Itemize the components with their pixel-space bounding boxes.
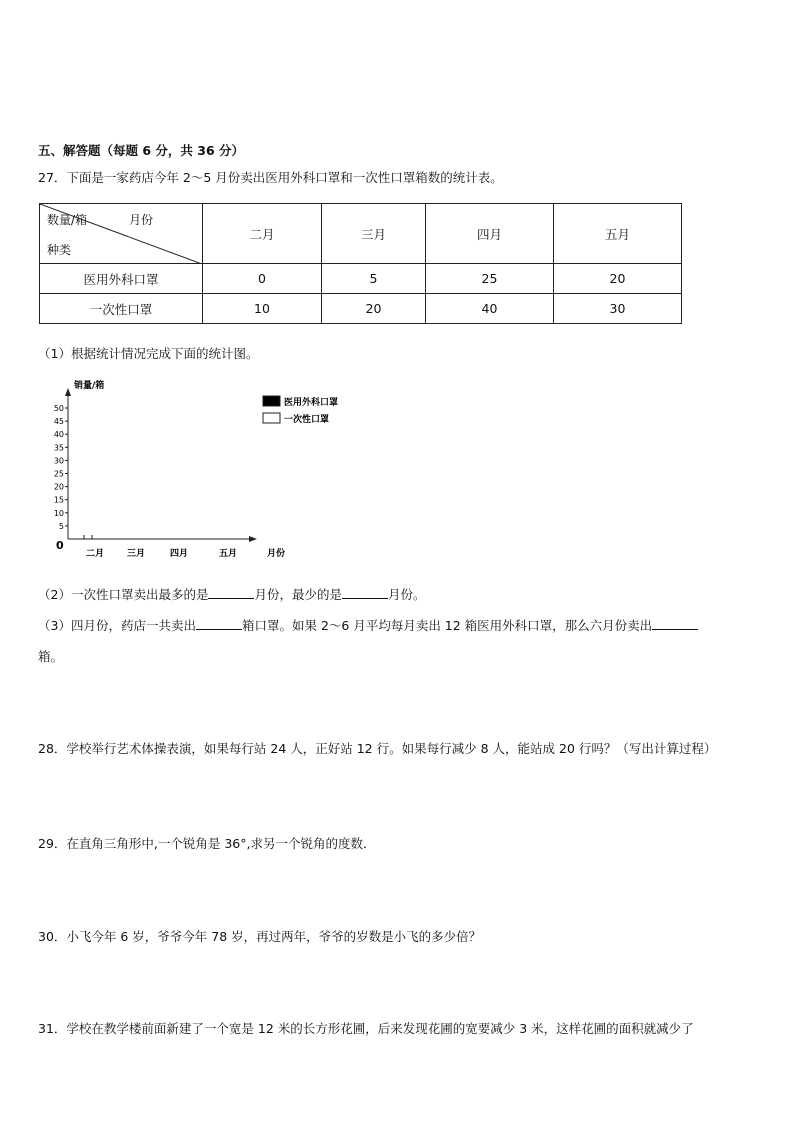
question-31-text: 31．学校在教学楼前面新建了一个宽是 12 米的长方形花圃，后来发现花圃的宽要减少 3 米，这样花圃的面积就减少了 bbox=[38, 1021, 694, 1036]
x-tick-label: 五月 bbox=[218, 549, 238, 559]
corner-type-label: 种类 bbox=[47, 243, 72, 257]
answer-blank[interactable] bbox=[196, 617, 242, 630]
y-tick-label: 25 bbox=[53, 469, 64, 479]
sub3-text-a: （3）四月份，药店一共卖出 bbox=[38, 618, 196, 633]
month-header: 四月 bbox=[426, 204, 554, 264]
table-cell: 0 bbox=[203, 264, 322, 294]
x-tick-label: 二月 bbox=[85, 549, 105, 559]
sub2-text-a: （2）一次性口罩卖出最多的是 bbox=[38, 587, 209, 602]
x-axis-arrow-icon bbox=[249, 536, 257, 542]
y-tick-label: 50 bbox=[53, 404, 64, 413]
y-tick-label: 45 bbox=[53, 417, 64, 427]
row-label: 医用外科口罩 bbox=[40, 264, 203, 294]
legend-label: 医用外科口罩 bbox=[284, 398, 339, 408]
month-header: 二月 bbox=[203, 204, 322, 264]
x-axis-label: 月份 bbox=[266, 549, 286, 559]
table-cell: 10 bbox=[203, 294, 322, 324]
answer-blank[interactable] bbox=[342, 586, 388, 599]
month-header: 五月 bbox=[554, 204, 682, 264]
y-tick-label: 15 bbox=[53, 495, 64, 505]
table-cell: 30 bbox=[554, 294, 682, 324]
x-tick-label: 四月 bbox=[169, 549, 189, 559]
table-corner-cell bbox=[40, 204, 203, 264]
table-row bbox=[40, 294, 682, 324]
corner-month-label: 月份 bbox=[129, 213, 154, 227]
table-cell: 20 bbox=[322, 294, 426, 324]
question-27-sub3 bbox=[38, 616, 698, 634]
table-cell: 5 bbox=[322, 264, 426, 294]
corner-quantity-label: 数量/箱 bbox=[47, 213, 88, 227]
y-tick-label: 35 bbox=[53, 443, 64, 453]
statistics-chart bbox=[40, 372, 370, 572]
y-axis-label: 销量/箱 bbox=[74, 381, 105, 391]
y-tick-label: 40 bbox=[53, 430, 64, 440]
statistics-table bbox=[39, 203, 682, 324]
y-tick-label: 30 bbox=[53, 456, 64, 466]
table-cell: 20 bbox=[554, 264, 682, 294]
question-27-sub3-end: 箱。 bbox=[38, 649, 64, 664]
answer-blank[interactable] bbox=[208, 586, 254, 599]
sub2-text-b: 月份，最少的是 bbox=[254, 587, 342, 602]
y-tick-label: 5 bbox=[58, 521, 64, 531]
y-axis-arrow-icon bbox=[65, 388, 71, 396]
legend-swatch bbox=[263, 396, 280, 406]
row-label: 一次性口罩 bbox=[40, 294, 203, 324]
legend-swatch bbox=[263, 413, 280, 423]
question-28-text: 28．学校举行艺术体操表演，如果每行站 24 人，正好站 12 行。如果每行减少 8 人，能站成 20 行吗？（写出计算过程） bbox=[38, 741, 717, 756]
x-tick-label: 三月 bbox=[126, 549, 146, 559]
section-title: 五、解答题（每题 6 分，共 36 分） bbox=[38, 143, 245, 158]
table-cell: 40 bbox=[426, 294, 554, 324]
month-header: 三月 bbox=[322, 204, 426, 264]
sub3-text-b: 箱口罩。如果 2～6 月平均每月卖出 12 箱医用外科口罩，那么六月份卖出 bbox=[241, 618, 653, 633]
answer-blank[interactable] bbox=[652, 617, 698, 630]
table-row bbox=[40, 264, 682, 294]
question-27-sub2 bbox=[38, 585, 426, 603]
question-27-sub1: （1）根据统计情况完成下面的统计图。 bbox=[38, 346, 259, 361]
question-30-text: 30．小飞今年 6 岁，爷爷今年 78 岁，再过两年，爷爷的岁数是小飞的多少倍？ bbox=[38, 929, 482, 944]
y-tick-label: 20 bbox=[53, 482, 64, 492]
y-tick-label: 10 bbox=[53, 508, 64, 518]
question-27-text: 27．下面是一家药店今年 2～5 月份卖出医用外科口罩和一次性口罩箱数的统计表。 bbox=[38, 170, 503, 185]
origin-label: 0 bbox=[56, 539, 64, 552]
table-cell: 25 bbox=[426, 264, 554, 294]
legend-label: 一次性口罩 bbox=[284, 415, 330, 425]
question-29-text: 29．在直角三角形中,一个锐角是 36°,求另一个锐角的度数． bbox=[38, 836, 376, 851]
sub2-text-c: 月份。 bbox=[387, 587, 426, 602]
